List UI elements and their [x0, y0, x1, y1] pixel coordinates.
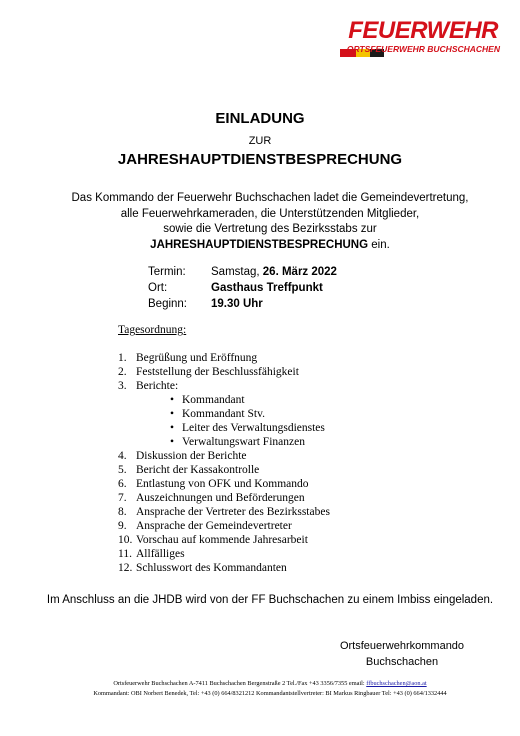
agenda-item-number: 1. [118, 352, 127, 364]
agenda-item-text: Diskussion der Berichte [136, 450, 247, 462]
agenda-item-text: Ansprache der Gemeindevertreter [136, 520, 292, 532]
heading-event: JAHRESHAUPTDIENSTBESPRECHUNG [117, 151, 403, 168]
report-item: • Verwaltungswart Finanzen [118, 435, 330, 449]
termin-row [148, 264, 337, 280]
agenda-item [118, 463, 330, 477]
intro-line-1: Das Kommando der Feuerwehr Buchschachen ladet die Gemeindevertretung, [71, 192, 469, 204]
agenda-item-number: 5. [118, 464, 127, 476]
ort-row [148, 280, 337, 296]
logo-subtitle: ORTSFEUERWEHR BUCHSCHACHEN [346, 44, 500, 54]
agenda-item-text: Feststellung der Beschlussfähigkeit [136, 366, 299, 378]
agenda-item-number: 10. [118, 534, 133, 546]
agenda-item [118, 561, 330, 575]
beginn-label: Beginn: [148, 298, 188, 310]
agenda-item-number: 4. [118, 450, 127, 462]
footer [0, 679, 520, 699]
feuerwehr-logo [340, 18, 506, 62]
ort-label: Ort: [148, 282, 168, 294]
agenda-item [118, 379, 330, 393]
agenda-item [118, 477, 330, 491]
report-item: • Leiter des Verwaltungsdienstes [118, 421, 330, 435]
agenda-item-number: 11. [118, 548, 132, 560]
agenda-item [118, 533, 330, 547]
heading-einladung: EINLADUNG [215, 110, 305, 127]
agenda-item-text: Schlusswort des Kommandanten [136, 562, 287, 574]
agenda-item [118, 449, 330, 463]
agenda-item-text: Vorschau auf kommende Jahresarbeit [136, 534, 308, 546]
agenda-item-number: 12. [118, 562, 133, 574]
agenda-item-text: Entlastung von OFK und Kommando [136, 478, 309, 490]
report-item: • Kommandant [118, 393, 330, 407]
agenda-item-number: 2. [118, 366, 127, 378]
logo-title: FEUERWEHR [348, 17, 498, 44]
agenda-list [118, 351, 330, 575]
signature-block [332, 638, 472, 670]
agenda-item [118, 519, 330, 533]
event-details [148, 264, 337, 312]
termin-day: Samstag, [211, 266, 263, 278]
termin-date: 26. März 2022 [262, 266, 337, 278]
footer-address: Ortsfeuerwehr Buchschachen A-7411 Buchschachen Bergenstraße 2 Tel./Fax +43 3356/7355 email: [113, 680, 367, 687]
agenda-item-text: Ansprache der Vertreter des Bezirksstabes [136, 506, 330, 518]
intro-event-name: JAHRESHAUPTDIENSTBESPRECHUNG [150, 238, 369, 251]
agenda-item [118, 547, 330, 561]
closing-note: Im Anschluss an die JHDB wird von der FF Buchschachen zu einem Imbiss eingeladen. [46, 594, 494, 606]
agenda-item-number: 6. [118, 478, 127, 490]
signature-line-1: Ortsfeuerwehrkommando [339, 640, 465, 652]
agenda-item-text: Allfälliges [136, 548, 185, 560]
agenda-item-text: Berichte: [136, 380, 179, 392]
heading-zur: ZUR [248, 135, 272, 147]
intro-line-2: alle Feuerwehrkameraden, die Unterstützenden Mitglieder, [120, 207, 420, 220]
intro-paragraph [0, 191, 520, 253]
beginn-row [148, 296, 337, 312]
agenda-item [118, 491, 330, 505]
agenda-item-number: 3. [118, 380, 127, 392]
intro-line-4-end: ein. [368, 238, 390, 251]
report-item: • Kommandant Stv. [118, 407, 330, 421]
agenda-item-text: Auszeichnungen und Beförderungen [136, 492, 305, 504]
agenda-item-number: 7. [118, 492, 127, 504]
signature-line-2: Buchschachen [365, 656, 439, 668]
agenda-item-number: 8. [118, 506, 127, 518]
footer-email-link[interactable]: ffbuchschachen@aon.at [366, 680, 427, 687]
intro-line-4 [0, 238, 520, 254]
ort-value: Gasthaus Treffpunkt [211, 282, 323, 294]
intro-line-3: sowie die Vertretung des Bezirksstabs zur [163, 223, 377, 235]
agenda-item [118, 365, 330, 379]
beginn-value: 19.30 Uhr [211, 298, 263, 310]
footer-contact-line [0, 679, 520, 689]
termin-label: Termin: [148, 266, 186, 278]
agenda-item-text: Begrüßung und Eröffnung [136, 352, 258, 364]
agenda-item [118, 505, 330, 519]
agenda-heading: Tagesordnung: [118, 324, 187, 336]
agenda-item-text: Bericht der Kassakontrolle [136, 464, 260, 476]
agenda-item-number: 9. [118, 520, 127, 532]
agenda-item [118, 351, 330, 365]
footer-commanders-line: Kommandant: OBI Norbert Benedek, Tel: +43 (0) 664/8321212 Kommandantstellvertreter: BI Markus Ringbauer Tel: +43 (0) 664/1332444 [93, 690, 447, 697]
